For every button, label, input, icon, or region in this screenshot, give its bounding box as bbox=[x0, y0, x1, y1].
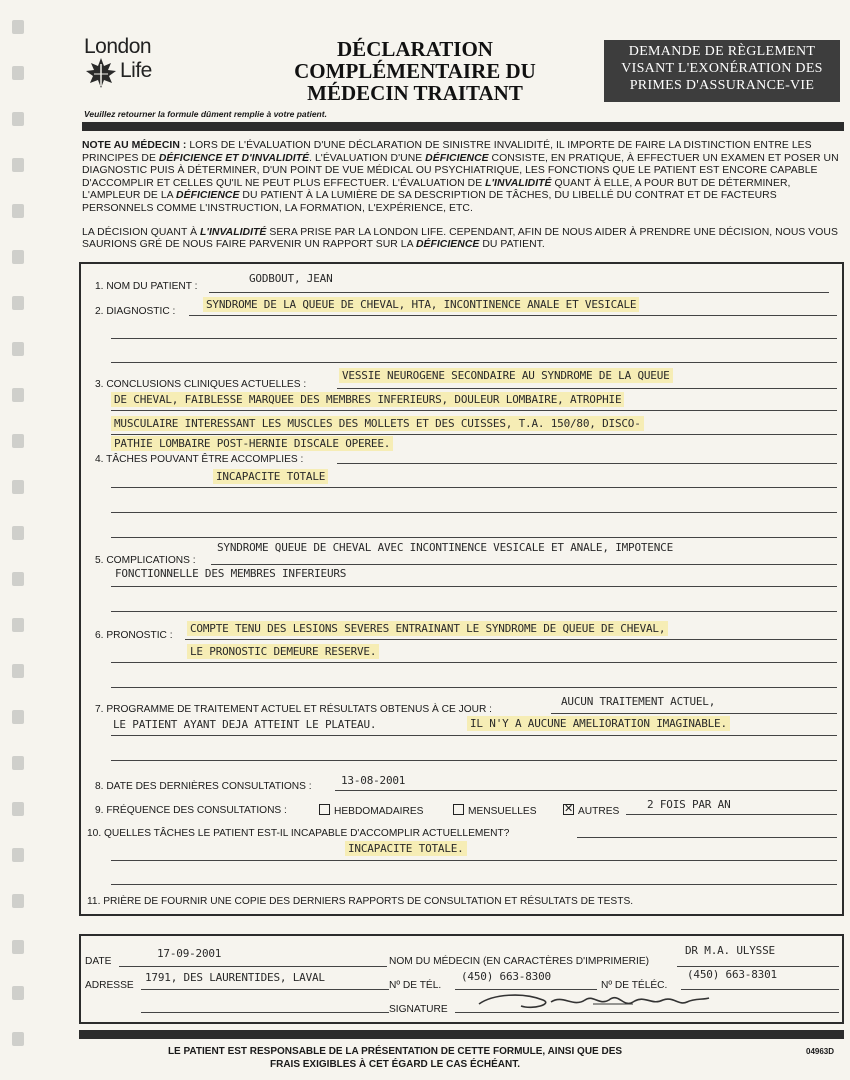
clinical-findings-line-4[interactable]: PATHIE LOMBAIRE POST-HERNIE DISCALE OPEREE. bbox=[111, 436, 393, 451]
title-line-2: COMPLÉMENTAIRE DU bbox=[294, 59, 536, 83]
prognosis-label: 6. PRONOSTIC : bbox=[95, 630, 173, 641]
footer-line-2: FRAIS EXIGIBLES À CET ÉGARD LE CAS ÉCHÉANT. bbox=[269, 1059, 521, 1070]
clinical-findings-line-2[interactable]: DE CHEVAL, FAIBLESSE MARQUEE DES MEMBRES INFERIEURS, DOULEUR LOMBAIRE, ATROPHIE bbox=[111, 392, 624, 407]
medical-form-box bbox=[79, 262, 844, 916]
treatment-line-2b[interactable]: IL N'Y A AUCUNE AMELIORATION IMAGINABLE. bbox=[467, 716, 730, 731]
frequency-monthly-option[interactable]: MENSUELLES bbox=[453, 804, 537, 817]
phone-label: Nº DE TÉL. bbox=[389, 980, 442, 991]
clinical-findings-label: 3. CONCLUSIONS CLINIQUES ACTUELLES : bbox=[95, 379, 307, 390]
frequency-other-field[interactable]: 2 FOIS PAR AN bbox=[647, 798, 731, 811]
footer-rule bbox=[79, 1030, 844, 1039]
frequency-weekly-option[interactable]: HEBDOMADAIRES bbox=[319, 804, 423, 817]
date-label: DATE bbox=[85, 956, 112, 967]
note-paragraph-2: LA DÉCISION QUANT À L'INVALIDITÉ SERA PRISE PAR LA LONDON LIFE. CEPENDANT, AFIN DE NOUS AIDER À PRENDRE UNE DÉCISION, NOUS VOUS SAURIONS GRÉ DE NOUS FAIRE PARVENIR UN RAPPORT SUR LA DÉFICIENCE DU PATIENT. bbox=[82, 226, 838, 251]
banner-line-2: VISANT L'EXONÉRATION DES bbox=[621, 61, 823, 76]
page-title bbox=[270, 38, 560, 104]
fax-label: Nº DE TÉLÉC. bbox=[601, 980, 668, 991]
title-line-3: MÉDECIN TRAITANT bbox=[307, 81, 523, 105]
frequency-label: 9. FRÉQUENCE DES CONSULTATIONS : bbox=[95, 805, 287, 816]
last-consultation-field[interactable]: 13-08-2001 bbox=[341, 774, 406, 787]
frequency-other-option[interactable]: ✕ AUTRES bbox=[563, 804, 619, 817]
return-note: Veuillez retourner la formule dûment remplie à votre patient. bbox=[84, 109, 327, 119]
prognosis-line-1[interactable]: COMPTE TENU DES LESIONS SEVERES ENTRAINANT LE SYNDROME DE QUEUE DE CHEVAL, bbox=[187, 621, 668, 636]
logo-line-2: Life bbox=[120, 59, 152, 82]
diagnosis-field[interactable]: SYNDROME DE LA QUEUE DE CHEVAL, HTA, INCONTINENCE ANALE ET VESICALE bbox=[203, 297, 639, 312]
physician-signature[interactable] bbox=[473, 986, 723, 1016]
complications-label: 5. COMPLICATIONS : bbox=[95, 555, 196, 566]
monthly-checkbox[interactable] bbox=[453, 804, 464, 815]
complications-line-2[interactable]: FONCTIONNELLE DES MEMBRES INFERIEURS bbox=[115, 567, 347, 580]
complications-line-1[interactable]: SYNDROME QUEUE DE CHEVAL AVEC INCONTINENCE VESICALE ET ANALE, IMPOTENCE bbox=[217, 541, 674, 554]
physician-box bbox=[79, 934, 844, 1024]
footer-line-1: LE PATIENT EST RESPONSABLE DE LA PRÉSENTATION DE CETTE FORMULE, AINSI QUE DES bbox=[167, 1046, 623, 1057]
note-label: NOTE AU MÉDECIN : bbox=[82, 140, 187, 151]
incapable-tasks-field[interactable]: INCAPACITE TOTALE. bbox=[345, 841, 467, 856]
tasks-possible-field[interactable]: INCAPACITE TOTALE bbox=[213, 469, 328, 484]
physician-name-label: NOM DU MÉDECIN (EN CARACTÈRES D'IMPRIMERIE) bbox=[389, 956, 650, 967]
header-rule bbox=[82, 122, 844, 131]
diagnosis-label: 2. DIAGNOSTIC : bbox=[95, 306, 176, 317]
last-consultation-label: 8. DATE DES DERNIÈRES CONSULTATIONS : bbox=[95, 781, 312, 792]
treatment-line-2a[interactable]: LE PATIENT AYANT DEJA ATTEINT LE PLATEAU. bbox=[113, 718, 377, 731]
date-field[interactable]: 17-09-2001 bbox=[157, 947, 222, 960]
title-line-1: DÉCLARATION bbox=[337, 37, 493, 61]
other-checkbox[interactable] bbox=[563, 804, 574, 815]
clinical-findings-line-3[interactable]: MUSCULAIRE INTERESSANT LES MUSCLES DES MOLLETS ET DES CUISSES, T.A. 150/80, DISCO- bbox=[111, 416, 644, 431]
leaf-icon bbox=[84, 56, 118, 90]
address-label: ADRESSE bbox=[85, 980, 134, 991]
form-code: 04963D bbox=[806, 1047, 835, 1056]
incapable-tasks-label: 10. QUELLES TÂCHES LE PATIENT EST-IL INCAPABLE D'ACCOMPLIR ACTUELLEMENT? bbox=[87, 828, 510, 839]
signature-label: SIGNATURE bbox=[389, 1004, 448, 1015]
fax-field[interactable]: (450) 663-8301 bbox=[687, 968, 777, 981]
treatment-label: 7. PROGRAMME DE TRAITEMENT ACTUEL ET RÉSULTATS OBTENUS À CE JOUR : bbox=[95, 704, 492, 715]
treatment-line-1[interactable]: AUCUN TRAITEMENT ACTUEL, bbox=[561, 695, 716, 708]
banner-line-1: DEMANDE DE RÈGLEMENT bbox=[628, 44, 816, 59]
banner-line-3: PRIMES D'ASSURANCE-VIE bbox=[629, 78, 815, 93]
patient-name-label: 1. NOM DU PATIENT : bbox=[95, 281, 198, 292]
patient-name-field[interactable]: GODBOUT, JEAN bbox=[249, 272, 333, 285]
logo bbox=[84, 36, 174, 96]
physician-name-field[interactable]: DR M.A. ULYSSE bbox=[685, 944, 775, 957]
note-paragraph-1: NOTE AU MÉDECIN : LORS DE L'ÉVALUATION D'UNE DÉCLARATION DE SINISTRE INVALIDITÉ, IL IMPORTE DE FAIRE LA DISTINCTION ENTRE LES PRINCIPES DE DÉFICIENCE ET D'INVALIDITÉ. L'ÉVALUATION D'UNE DÉFICIENCE CONSISTE, EN PRATIQUE, À EFFECTUER UN EXAMEN ET POSER UN DIAGNOSTIC PUIS À DÉTERMINER, D'UN POINT DE VUE MÉDICAL OU PSYCHIATRIQUE, LES FONCTIONS QUE LE PATIENT EST ENCORE CAPABLE D'ACCOMPLIR ET CELLES QU'IL NE PEUT PLUS EFFECTUER. L'ÉVALUATION DE L'INVALIDITÉ QUANT À ELLE, A POUR BUT DE DÉTERMINER, L'AMPLEUR DE LA DÉFICIENCE DU PATIENT À LA LUMIÈRE DE SA DESCRIPTION DE TÂCHES, DU LIBELLÉ DU CONTRAT ET DE FACTEURS PERSONNELS COMME L'INSTRUCTION, LA FORMATION, L'EXPÉRIENCE, ETC. bbox=[82, 140, 839, 214]
prognosis-line-2[interactable]: LE PRONOSTIC DEMEURE RESERVE. bbox=[187, 644, 379, 659]
phone-field[interactable]: (450) 663-8300 bbox=[461, 970, 551, 983]
address-field[interactable]: 1791, DES LAURENTIDES, LAVAL bbox=[145, 971, 325, 984]
weekly-checkbox[interactable] bbox=[319, 804, 330, 815]
tasks-possible-label: 4. TÂCHES POUVANT ÊTRE ACCOMPLIES : bbox=[95, 454, 304, 465]
physician-note bbox=[82, 140, 844, 252]
claim-banner bbox=[604, 40, 840, 102]
clinical-findings-line-1[interactable]: VESSIE NEUROGENE SECONDAIRE AU SYNDROME DE LA QUEUE bbox=[339, 368, 673, 383]
logo-line-1: London bbox=[84, 35, 152, 58]
reports-request-label: 11. PRIÈRE DE FOURNIR UNE COPIE DES DERNIERS RAPPORTS DE CONSULTATION ET RÉSULTATS DE TESTS. bbox=[87, 896, 634, 907]
footer-notice bbox=[90, 1045, 700, 1071]
